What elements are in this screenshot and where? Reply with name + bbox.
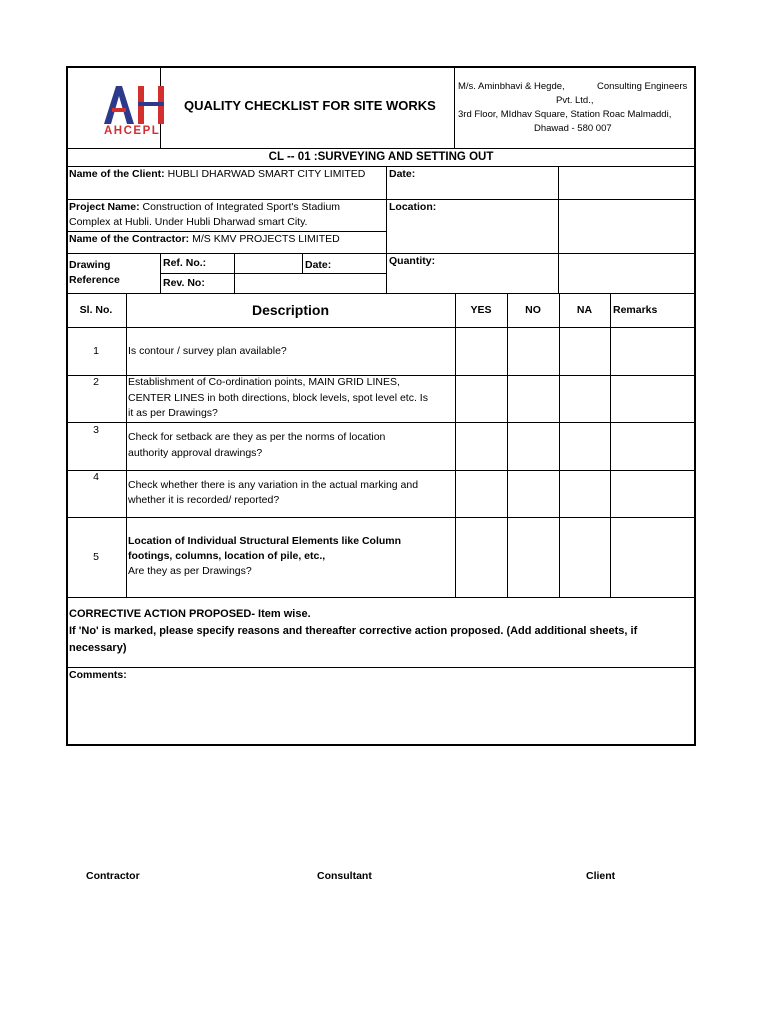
row-description-line: CENTER LINES in both directions, block levels, spot level etc. Is bbox=[128, 392, 428, 404]
row-description-line: authority approval drawings? bbox=[128, 447, 263, 459]
row-number: 3 bbox=[93, 424, 99, 436]
row-description-line: it as per Drawings? bbox=[128, 407, 218, 419]
contractor-signature-label: Contractor bbox=[86, 870, 140, 882]
corrective-action-title: CORRECTIVE ACTION PROPOSED- Item wise. bbox=[69, 608, 311, 620]
project-value-2: Complex at Hubli. Under Hubli Dharwad smart City. bbox=[69, 216, 308, 228]
project-label: Project Name: bbox=[69, 201, 140, 213]
row-description-line: footings, columns, location of pile, etc., bbox=[128, 550, 326, 562]
contractor-label: Name of the Contractor: bbox=[69, 233, 190, 245]
consultant-signature-label: Consultant bbox=[317, 870, 372, 882]
comments-label: Comments: bbox=[69, 669, 127, 681]
project-value-1: Construction of Integrated Sport's Stadium bbox=[142, 201, 341, 213]
client-row bbox=[69, 167, 365, 182]
company-logo bbox=[100, 82, 174, 142]
row-description-line: Location of Individual Structural Elements like Column bbox=[128, 535, 402, 547]
drawing-date-label: Date: bbox=[305, 259, 332, 271]
client-label: Name of the Client: bbox=[69, 168, 165, 180]
col-description: Description bbox=[251, 302, 329, 318]
rev-no-label: Rev. No: bbox=[163, 277, 205, 289]
drawing-label: Drawing bbox=[69, 259, 111, 271]
row-description-line: whether it is recorded/ reported? bbox=[128, 494, 280, 506]
contractor-value: M/S KMV PROJECTS LIMITED bbox=[192, 233, 340, 245]
row-description-line: Check whether there is any variation in the actual marking and bbox=[128, 479, 419, 491]
row-description-line: Are they as per Drawings? bbox=[128, 565, 252, 577]
client-value: HUBLI DHARWAD SMART CITY LIMITED bbox=[167, 168, 366, 180]
corrective-action-instruction-cont: necessary) bbox=[69, 642, 127, 654]
company-suffix: Pvt. Ltd., bbox=[556, 95, 594, 106]
reference-label: Reference bbox=[69, 274, 120, 286]
col-yes: YES bbox=[470, 304, 492, 316]
row-number: 1 bbox=[93, 345, 99, 357]
contractor-row bbox=[69, 232, 340, 247]
date-label: Date: bbox=[389, 168, 416, 180]
company-city: Dhawad - 580 007 bbox=[534, 123, 612, 134]
col-sl-no: Sl. No. bbox=[79, 304, 113, 316]
row-description-line: Check for setback are they as per the norms of location bbox=[128, 431, 386, 443]
client-signature-label: Client bbox=[586, 870, 616, 882]
quantity-label: Quantity: bbox=[389, 255, 436, 267]
checklist-code: CL -- 01 :SURVEYING AND SETTING OUT bbox=[268, 151, 494, 163]
page-title: QUALITY CHECKLIST FOR SITE WORKS bbox=[184, 98, 436, 113]
logo-text: AHCEPL bbox=[104, 125, 161, 137]
location-label: Location: bbox=[389, 201, 437, 213]
project-row bbox=[69, 200, 340, 215]
company-role: Consulting Engineers bbox=[597, 81, 688, 92]
company-address: 3rd Floor, MIdhav Square, Station Roac Malmaddi, bbox=[458, 109, 672, 120]
row-description-line: Establishment of Co-ordination points, MAIN GRID LINES, bbox=[128, 376, 400, 388]
row-number: 4 bbox=[93, 471, 99, 483]
row-number: 2 bbox=[93, 376, 99, 388]
row-description: Is contour / survey plan available? bbox=[128, 345, 287, 357]
col-no: NO bbox=[525, 304, 541, 316]
corrective-action-instruction: If 'No' is marked, please specify reasons and thereafter corrective action proposed. (Add additional sheets, if bbox=[69, 625, 638, 637]
company-name: M/s. Aminbhavi & Hegde, bbox=[458, 81, 565, 92]
row-number: 5 bbox=[93, 551, 99, 563]
col-na: NA bbox=[576, 304, 593, 316]
ref-no-label: Ref. No.: bbox=[163, 257, 207, 269]
col-remarks: Remarks bbox=[613, 304, 658, 316]
